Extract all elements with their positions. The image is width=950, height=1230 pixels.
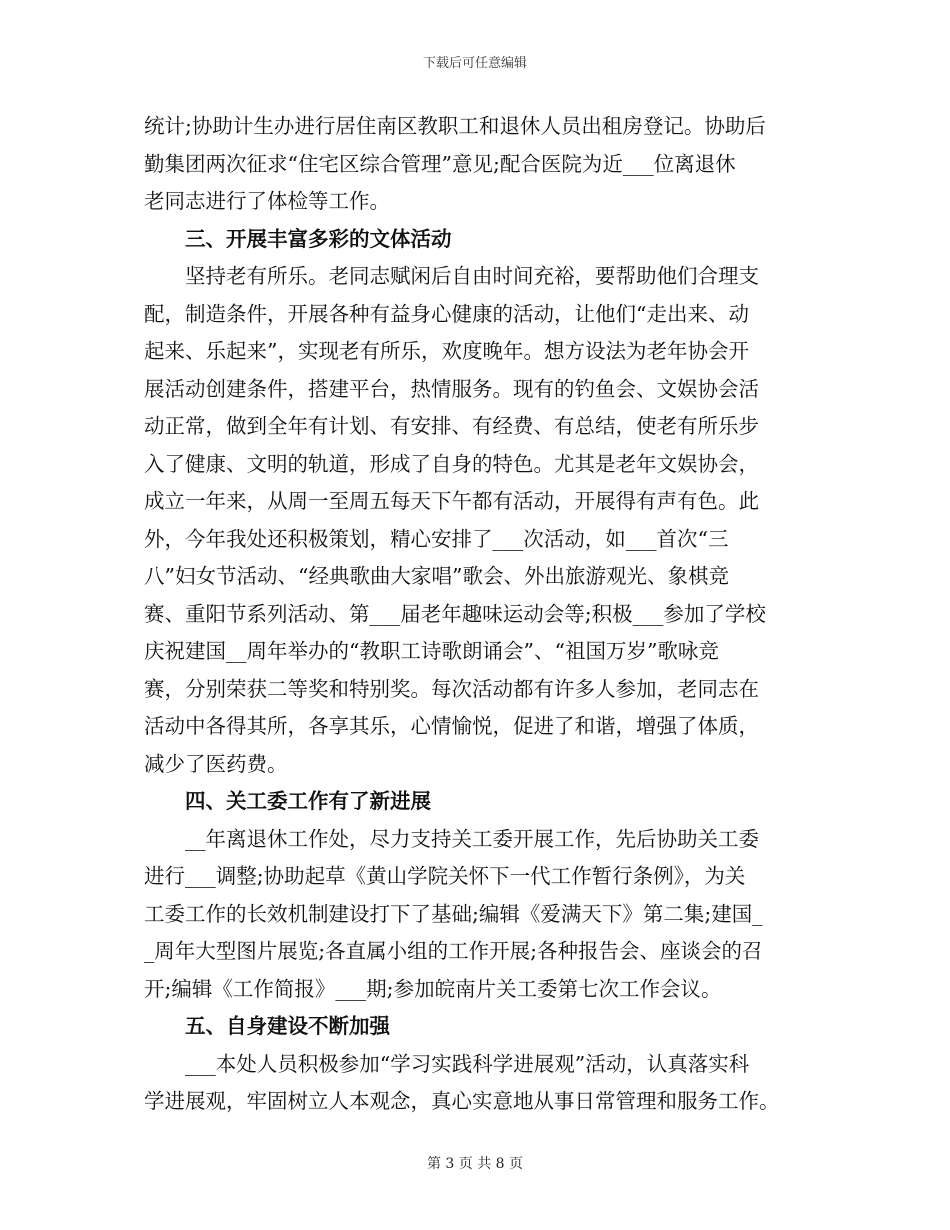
paragraph-line: 成立一年来，从周一至周五每天下午都有活动，开展得有声有色。此 [144,489,759,513]
paragraph-line: 开;编辑《工作简报》___期;参加皖南片关工委第七次工作会议。 [144,976,722,1001]
paragraph-line: 庆祝建国__周年举办的“教职工诗歌朗诵会”、“祖国万岁”歌咏竞 [144,639,719,663]
paragraph-line: 外，今年我处还积极策划，精心安排了___次活动，如___首次“三 [144,526,729,551]
paragraph-line: 统计;协助计生办进行居住南区教职工和退休人员出租房登记。协助后 [144,114,766,138]
section-heading: 四、关工委工作有了新进展 [185,789,431,813]
paragraph-line: 赛、重阳节系列活动、第___届老年趣味运动会等;积极___参加了学校 [144,601,766,626]
paragraph-line: 老同志进行了体检等工作。 [144,189,390,213]
paragraph-line: 动正常，做到全年有计划、有安排、有经费、有总结，使老有所乐步 [144,414,759,438]
paragraph-line: 展活动创建条件，搭建平台，热情服务。现有的钓鱼会、文娱协会活 [144,376,759,401]
page-header: 下载后可任意编辑 [422,56,527,71]
document-body [144,108,808,1121]
paragraph-line: 赛，分别荣获二等奖和特别奖。每次活动都有许多人参加，老同志在 [144,676,759,701]
paragraph-line: 入了健康、文明的轨道，形成了自身的特色。尤其是老年文娱协会， [144,451,759,476]
paragraph-line: 学进展观，牢固树立人本观念，真心实意地从事日常管理和服务工作。 [144,1089,780,1113]
paragraph-line: 进行___调整;协助起草《黄山学院关怀下一代工作暂行条例》，为关 [144,864,746,888]
paragraph-line: ___本处人员积极参加“学习实践科学进展观”活动，认真落实科 [185,1051,750,1076]
page-footer: 第 3 页 共 8 页 [426,1156,524,1172]
paragraph-line: 配，制造条件，开展各种有益身心健康的活动，让他们“走出来、动 [144,301,749,326]
paragraph-line: 起来、乐起来”，实现老有所乐，欢度晚年。想方设法为老年协会开 [144,339,749,363]
paragraph-line: 减少了医药费。 [144,751,288,776]
paragraph-line: 坚持老有所乐。老同志赋闲后自由时间充裕，要帮助他们合理支 [185,264,759,288]
paragraph-line: 工委工作的长效机制建设打下了基础;编辑《爱满天下》第二集;建国_ [144,901,763,926]
paragraph-line: _周年大型图片展览;各直属小组的工作开展;各种报告会、座谈会的召 [144,939,763,963]
section-heading: 五、自身建设不断加强 [185,1014,390,1038]
paragraph-line: 八”妇女节活动、“经典歌曲大家唱”歌会、外出旅游观光、象棋竞 [144,564,729,588]
paragraph-line: __年离退休工作处，尽力支持关工委开展工作，先后协助关工委 [185,826,759,851]
paragraph-line: 活动中各得其所，各享其乐，心情愉悦，促进了和谐，增强了体质， [144,714,759,738]
section-heading: 三、开展丰富多彩的文体活动 [185,226,452,251]
paragraph-line: 勤集团两次征求“住宅区综合管理”意见;配合医院为近___位离退休 [144,151,736,176]
